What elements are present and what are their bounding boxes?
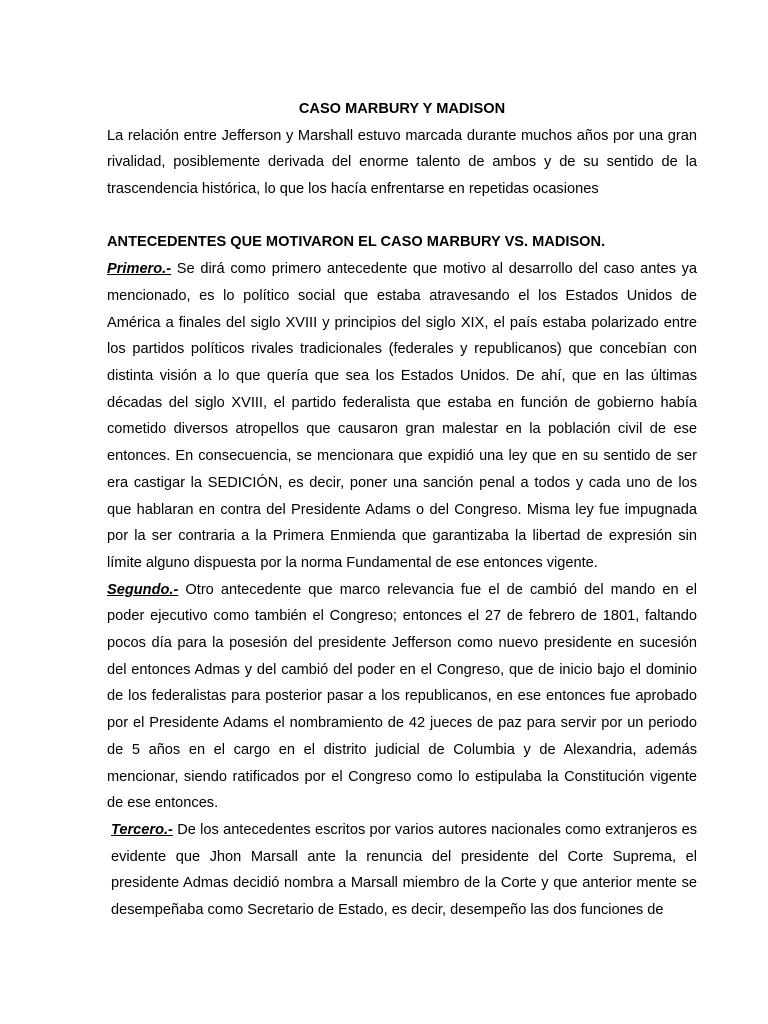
segundo-text: Otro antecedente que marco relevancia fue el de cambió del mando en el poder ejecutivo como también el Congreso; entonces el 27 de febrero de 1801, faltando pocos día para la posesión del presidente Jefferson como nuevo presidente en sucesión del entonces Admas y del cambió del poder en el Congreso, que de inicio bajo el dominio de los federalistas para posterior pasar a los republicanos, en ese entonces fue aprobado por el Presidente Adams el nombramiento de 42 jueces de paz para servir por un periodo de 5 años en el cargo en el distrito judicial de Columbia y de Alexandria, además mencionar, siendo ratificados por el Congreso como lo estipulaba la Constitución vigente de ese entonces.	[107, 581, 697, 812]
primero-label: Primero.-	[107, 261, 172, 278]
document-title: CASO MARBURY Y MADISON	[298, 101, 506, 117]
blank-line	[107, 203, 697, 230]
paragraph-segundo	[107, 577, 697, 817]
tercero-label: Tercero.-	[111, 821, 173, 838]
tercero-text: De los antecedentes escritos por varios autores nacionales como extranjeros es evidente que Jhon Marsall ante la renuncia del presidente del Corte Suprema, el presidente Admas decidió nombra a Marsall miembro de la Corte y que anterior mente se desempeñaba como Secretario de Estado, es decir, desempeño las dos funciones de	[111, 821, 697, 919]
document-page	[107, 96, 697, 924]
primero-text: Se dirá como primero antecedente que motivo al desarrollo del caso antes ya mencionado, es lo político social que estaba atravesando el los Estados Unidos de América a finales del siglo XVIII y principios del siglo XIX, el país estaba polarizado entre los partidos políticos rivales tradicionales (federales y republicanos) que concebían con distinta visión a lo que quería que sea los Estados Unidos. De ahí, que en las últimas décadas del siglo XVIII, el partido federalista que estaba en función de gobierno había cometido diversos atropellos que causaron gran malestar en la población civil de ese entonces. En consecuencia, se mencionara que expidió una ley que en su sentido de ser era castigar la SEDICIÓN, es decir, poner una sanción penal a todos y cada uno de los que hablaran en contra del Presidente Adams o del Congreso. Misma ley fue impugnada por la ser contraria a la Primera Enmienda que garantizaba la libertad de expresión sin límite alguno dispuesta por la norma Fundamental de ese entonces vigente.	[107, 261, 697, 571]
section-heading: ANTECEDENTES QUE MOTIVARON EL CASO MARBURY VS. MADISON.	[107, 234, 606, 251]
intro-paragraph: La relación entre Jefferson y Marshall estuvo marcada durante muchos años por una gran rivalidad, posiblemente derivada del enorme talento de ambos y de su sentido de la trascendencia histórica, lo que los hacía enfrentarse en repetidas ocasiones	[107, 127, 697, 198]
paragraph-tercero	[107, 817, 697, 924]
paragraph-primero	[107, 256, 697, 576]
segundo-label: Segundo.-	[107, 581, 179, 598]
